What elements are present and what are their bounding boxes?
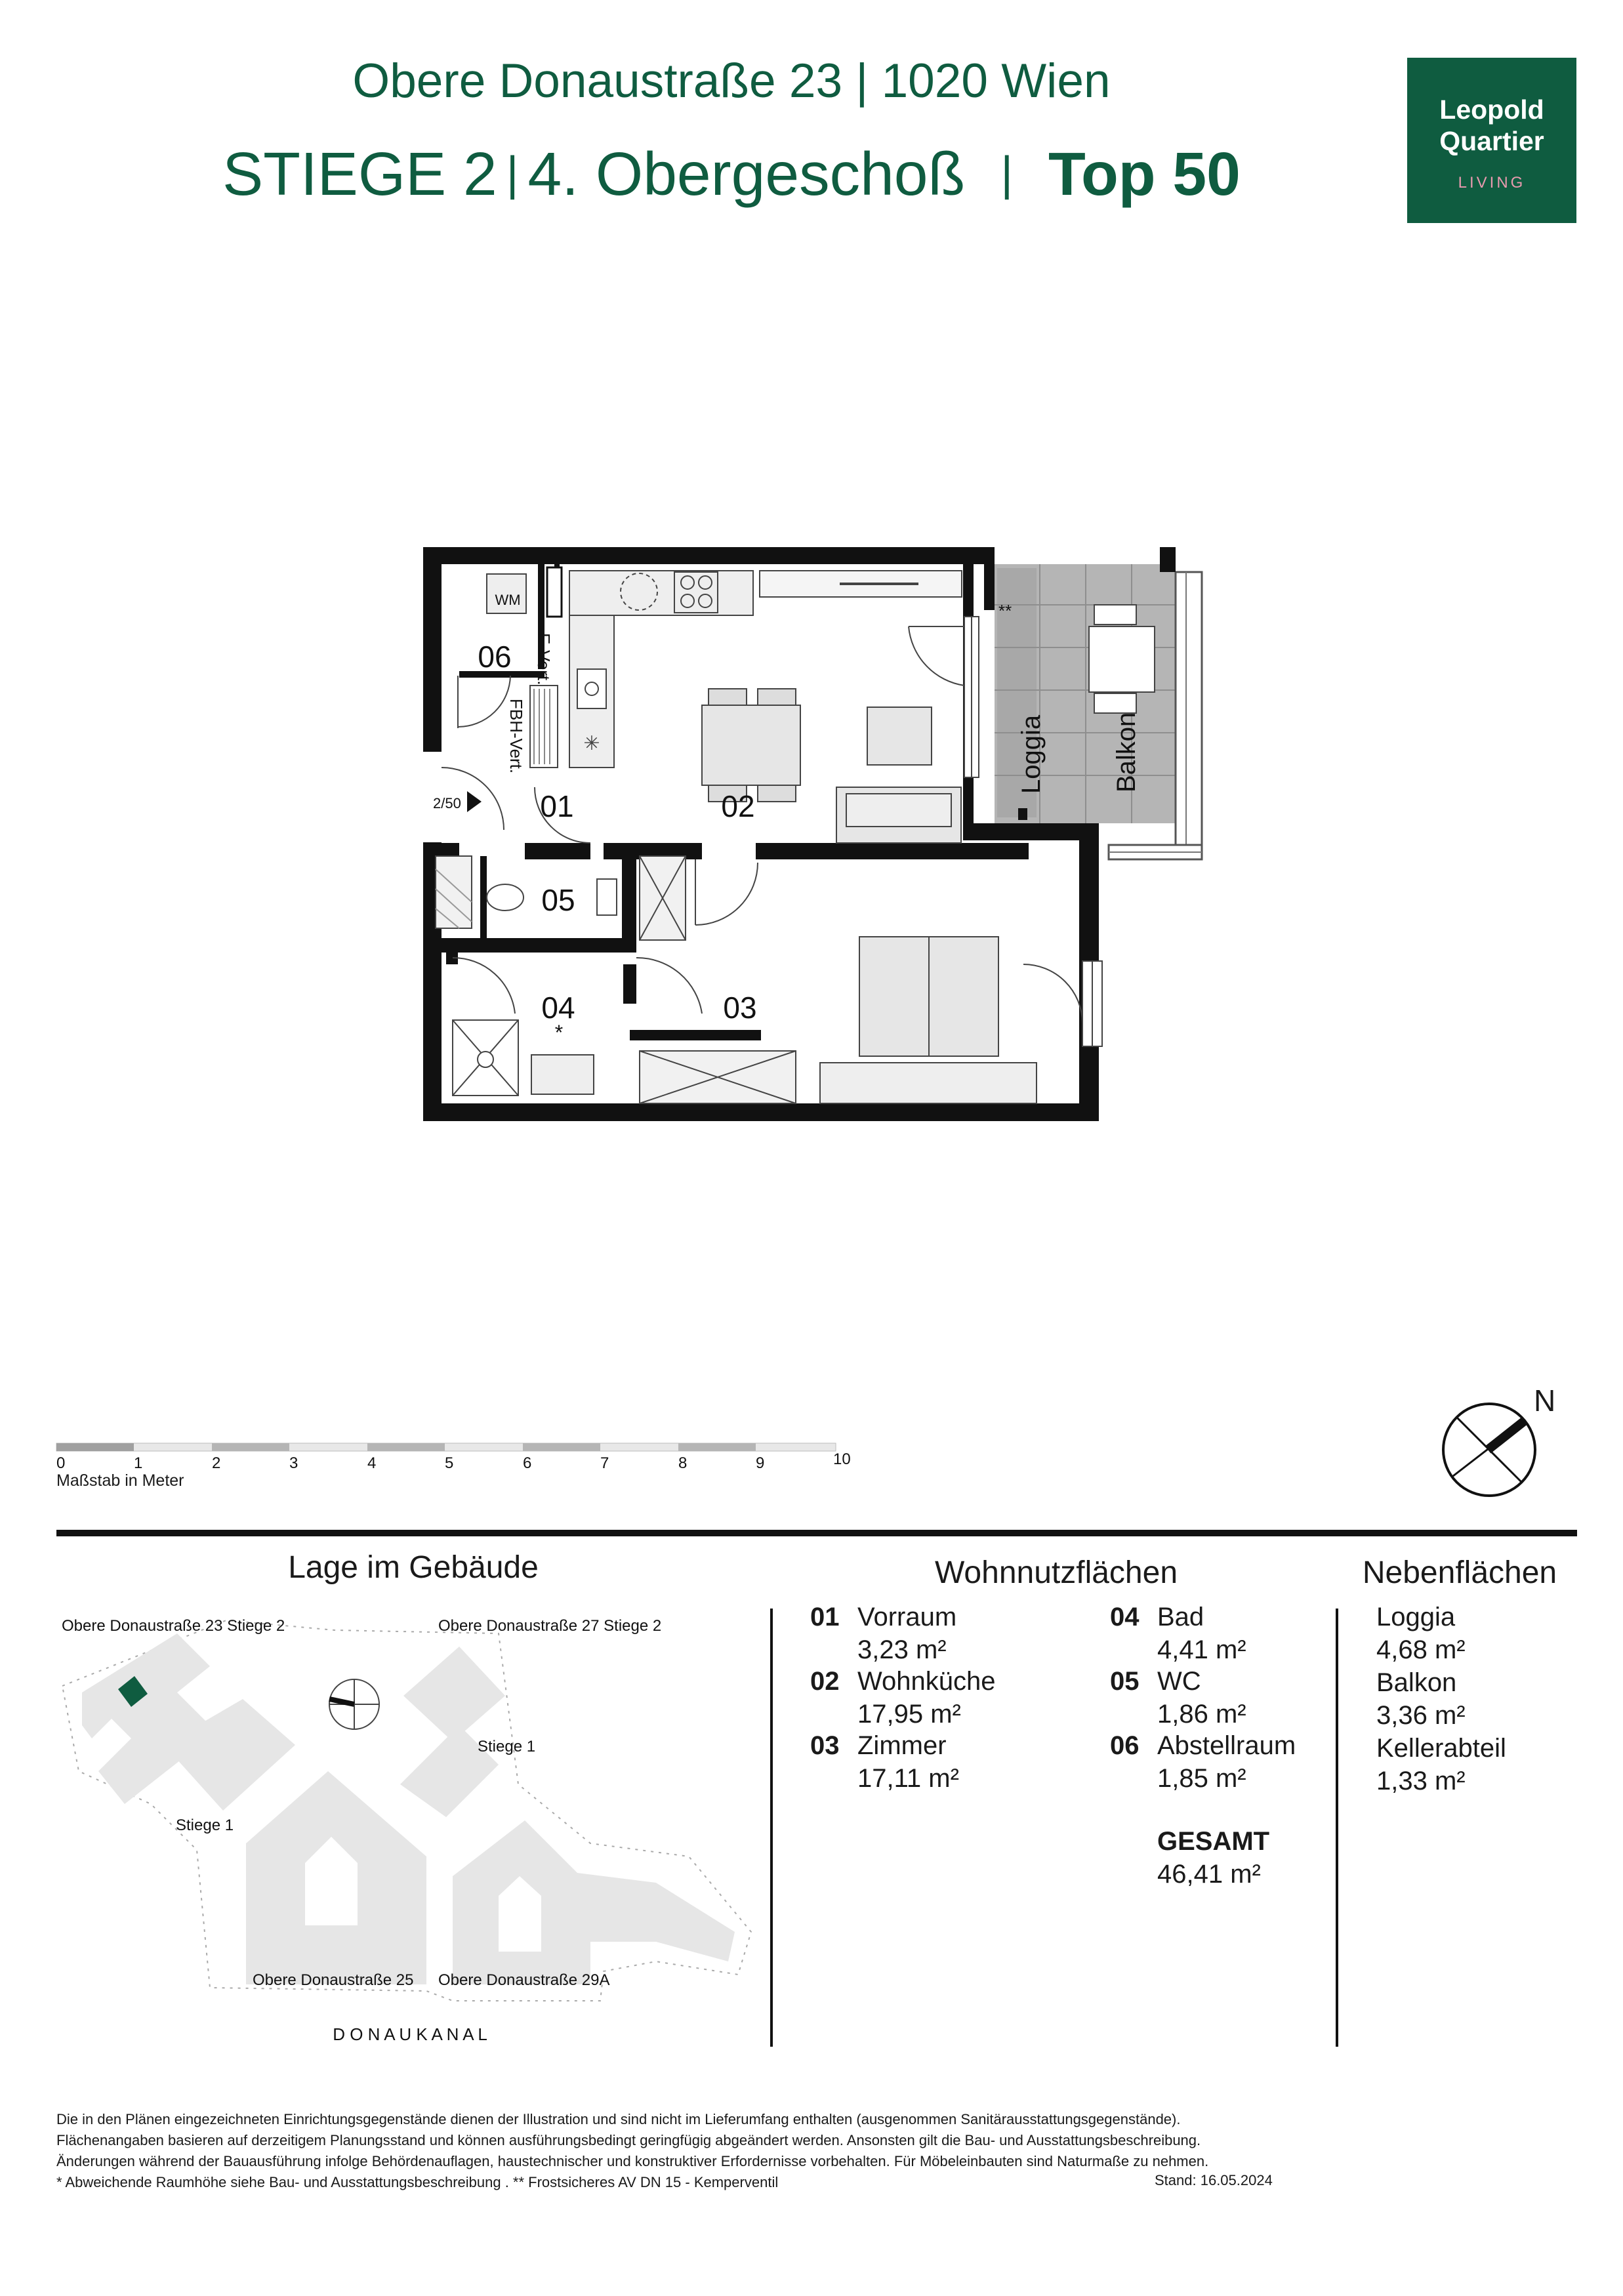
room-name: WC [1157,1667,1201,1696]
loggia-label: Loggia [1017,714,1046,794]
room-area: 4,41 m² [1157,1635,1246,1664]
room-entry-05 [1110,1665,1246,1731]
room-entry-02 [810,1665,996,1731]
neben-area: 3,36 m² [1376,1701,1466,1730]
separator: | [974,148,1040,200]
section-divider [56,1530,1577,1536]
room-name: Bad [1157,1603,1204,1631]
room-num: 02 [810,1667,840,1696]
room-name: Wohnküche [857,1667,996,1696]
room-number-03: 03 [723,991,757,1025]
room-name: Abstellraum [1157,1731,1296,1760]
site-label-stiege1-left: Stiege 1 [176,1816,234,1834]
room-number-06: 06 [478,640,512,674]
stiege-label: STIEGE 2 [222,140,497,208]
address-title: Obere Donaustraße 23 | 1020 Wien [352,54,1111,108]
scale-tick: 9 [756,1454,765,1472]
lage-title: Lage im Gebäude [288,1550,539,1585]
room-name: Zimmer [857,1731,947,1760]
total-area [1157,1825,1269,1891]
scale-tick: 7 [600,1454,609,1472]
column-divider [770,1609,773,2047]
scale-caption: Maßstab in Meter [56,1471,184,1490]
room-area: 1,86 m² [1157,1700,1246,1729]
logo-line-1: Leopold [1439,94,1544,125]
disclaimer-line: Änderungen während der Bauausführung infolge Behördenauflagen, haustechnischer und konstruktiver Erfordernisse vorbehalten. Für Möbeleinbauten sind Naturmaße zu nehmen. [56,2153,1209,2169]
entrance-arrow-icon [467,791,482,812]
room-entry-06 [1110,1729,1296,1795]
room-number-04: 04 [541,991,575,1025]
total-label: GESAMT [1157,1827,1270,1856]
neben-name: Balkon [1376,1668,1457,1697]
room-num: 01 [810,1603,840,1631]
room-name: Vorraum [857,1603,957,1631]
disclaimer [56,2109,1578,2193]
logo-line-2: Quartier [1439,126,1544,156]
scale-tick: 4 [367,1454,377,1472]
room-num: 05 [1110,1667,1140,1696]
top-number: Top 50 [1048,140,1241,208]
nebenflaechen-title: Nebenflächen [1362,1555,1557,1590]
washing-machine-label: WM [495,592,521,608]
scale-bar [56,1443,851,1472]
room-entry-04 [1110,1601,1246,1666]
nebenflaechen-list [1376,1601,1506,1797]
svg-text:✳: ✳ [583,733,600,754]
total-value: 46,41 m² [1157,1860,1261,1889]
floor-label: 4. Obergeschoß [527,140,966,208]
room-area: 17,11 m² [857,1764,959,1793]
scale-tick: 2 [212,1454,221,1472]
scale-tick: 5 [445,1454,454,1472]
neben-name: Kellerabteil [1376,1734,1506,1763]
entrance-label: 2/50 [433,795,461,811]
room-num: 06 [1110,1731,1140,1760]
room-entry-01 [810,1601,956,1666]
site-label-od29a: Obere Donaustraße 29A [438,1971,610,1989]
fbh-vert-label: FBH-Vert. [506,699,526,774]
site-label-donaukanal: D O N A U K A N A L [333,2024,487,2044]
site-label-od27: Obere Donaustraße 27 Stiege 2 [438,1617,662,1635]
room-area: 17,95 m² [857,1700,961,1729]
room-number-05: 05 [541,883,575,917]
scale-tick: 1 [134,1454,143,1472]
room-entry-03 [810,1729,959,1795]
separator: | [506,148,519,200]
neben-area: 4,68 m² [1376,1635,1466,1664]
room-area: 1,85 m² [1157,1764,1246,1793]
scale-tick: 0 [56,1454,66,1472]
disclaimer-line: Die in den Plänen eingezeichneten Einrichtungsgegenstände dienen der Illustration und sind nicht im Lieferumfang enthalten (ausgenommen Sanitärausstattungsgegenstände). [56,2111,1181,2127]
neben-area: 1,33 m² [1376,1767,1466,1795]
scale-tick: 3 [289,1454,298,1472]
outdoor-floor [995,564,1202,859]
scale-tick: 6 [523,1454,532,1472]
site-label-od23: Obere Donaustraße 23 Stiege 2 [62,1617,285,1635]
room-area: 3,23 m² [857,1635,947,1664]
disclaimer-line: Flächenangaben basieren auf derzeitigem Planungsstand und können ausführungsbedingt geringfügig abgeändert werden. Ansonsten gilt die Bau- und Ausstattungsbeschreibung. [56,2132,1201,2148]
balkon-label: Balkon [1112,712,1141,792]
scale-tick: 10 [833,1450,851,1468]
room-number-02: 02 [721,789,755,823]
room-number-01: 01 [540,789,574,823]
e-vert-label: E-Vert. [534,633,554,686]
scale-tick: 8 [678,1454,688,1472]
site-plan [62,1617,751,2044]
asterisk-note: * [554,1021,564,1044]
column-divider [1336,1609,1338,2047]
compass-north-label: N [1534,1384,1556,1418]
room-num: 04 [1110,1603,1140,1631]
compass-icon [1443,1404,1535,1496]
room-num: 03 [810,1731,840,1760]
site-label-od25: Obere Donaustraße 25 [253,1971,414,1989]
stand-date: Stand: 16.05.2024 [1155,2172,1273,2188]
site-label-stiege1-right: Stiege 1 [478,1738,536,1755]
disclaimer-line: * Abweichende Raumhöhe siehe Bau- und Ausstattungsbeschreibung . ** Frostsicheres AV DN 15 - Kemperventil [56,2174,779,2190]
double-asterisk-note: ** [998,601,1012,621]
logo-line-3: LIVING [1458,174,1526,192]
neben-name: Loggia [1376,1603,1456,1631]
wohnnutzflaechen-title: Wohnnutzflächen [934,1555,1178,1590]
